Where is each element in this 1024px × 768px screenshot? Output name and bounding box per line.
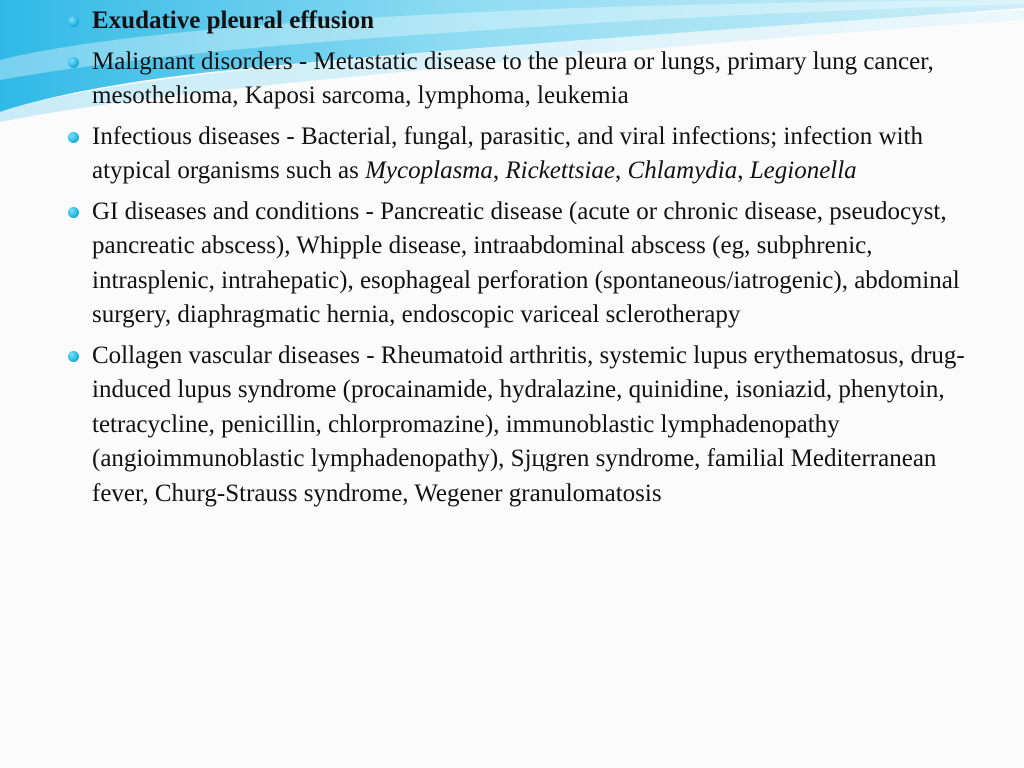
separator: , [737,157,750,184]
bullet-dot-icon [68,207,79,218]
bullet-dot-icon [68,16,79,27]
list-item-text: Collagen vascular diseases - Rheumatoid arthritis, systemic lupus erythematosus, drug-induced lupus syndrome (procainamide, hydralazine, quinidine, isoniazid, phenytoin, tetracycline, penicillin, chlorpromazine), immunoblastic lymphadenopathy (angioimmunoblastic lymphadenopathy), Sjцgren syndrome, familial Mediterranean fever, Churg-Strauss syndrome, Wegener granulomatosis [92,341,965,507]
bullet-dot-icon [68,132,79,143]
list-item [68,195,968,333]
bullet-list [68,4,968,511]
slide-title: Exudative pleural effusion [92,7,374,34]
organism-name: Rickettsiae [505,157,616,184]
bullet-dot-icon [68,351,79,362]
list-item [68,4,968,39]
bullet-dot-icon [68,57,79,68]
separator: , [615,157,628,184]
list-item [68,120,968,189]
organism-name: Chlamydia [627,157,738,184]
list-item-text: Infectious diseases - Bacterial, fungal, parasitic, and viral infections; infection with atypical organisms such as [92,122,923,184]
organism-name: Mycoplasma [365,157,493,184]
list-item [68,339,968,512]
list-item-text: Malignant disorders - Metastatic disease to the pleura or lungs, primary lung cancer, mesothelioma, Kaposi sarcoma, lymphoma, leukemia [92,47,934,109]
organism-name: Legionella [749,157,857,184]
list-item [68,45,968,114]
slide-body [68,4,968,517]
list-item-text: GI diseases and conditions - Pancreatic disease (acute or chronic disease, pseudocyst, pancreatic abscess), Whipple disease, intraabdominal abscess (eg, subphrenic, intrasplenic, intrahepatic), esophageal perforation (spontaneous/iatrogenic), abdominal surgery, diaphragmatic hernia, endoscopic variceal sclerotherapy [92,197,960,328]
separator: , [492,157,506,184]
